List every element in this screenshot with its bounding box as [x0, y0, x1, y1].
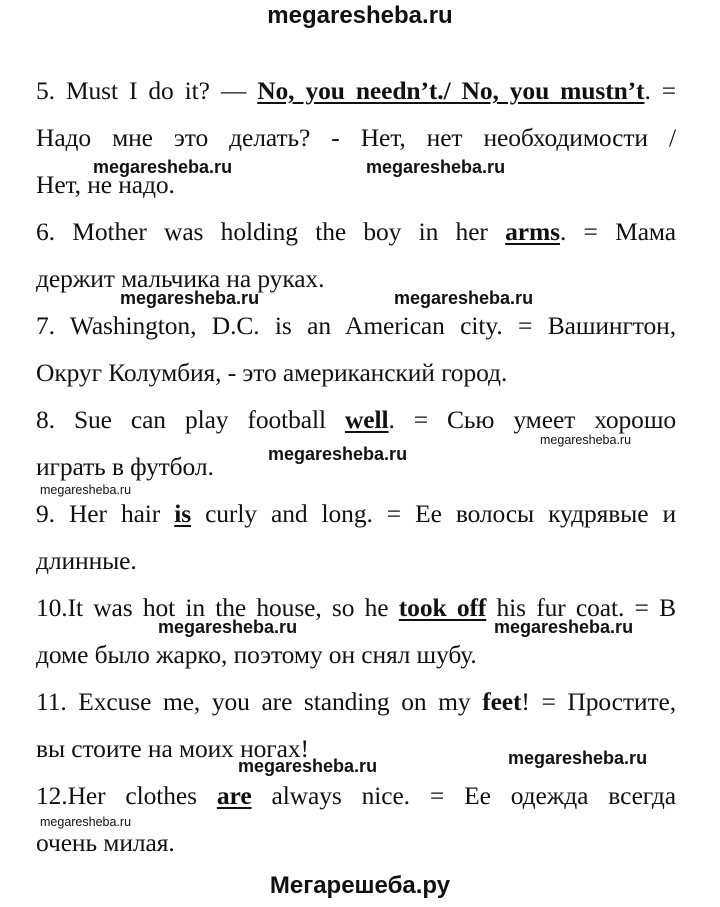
answer-6: arms — [505, 217, 560, 246]
watermark: megaresheba.ru — [238, 756, 378, 776]
watermark: megaresheba.ru — [120, 288, 260, 308]
item-8-line-2: играть в футбол. — [36, 452, 214, 481]
item-9-line-1: 9. Her hair is curly and long. = Ее волосы кудрявые и — [36, 499, 676, 528]
item-12-line-2: очень милая. — [36, 828, 175, 857]
item-7-line-1: 7. Washington, D.C. is an American city. = Вашингтон, — [36, 311, 676, 340]
watermark: megaresheba.ru — [494, 617, 634, 637]
item-7-line-2: Округ Колумбия, - это американский город. — [36, 358, 508, 387]
item-11-line-2: вы стоите на моих ногах! — [36, 734, 309, 763]
answer-8: well — [344, 405, 389, 434]
answer-9: is — [174, 499, 192, 528]
watermark: megaresheba.ru — [366, 157, 506, 177]
item-5-line-3: Нет, не надо. — [36, 170, 175, 199]
answer-12: are — [216, 781, 252, 810]
item-11-line-1: 11. Excuse me, you are standing on my feet! = Простите, — [36, 687, 676, 716]
answer-10: took off — [398, 593, 487, 622]
watermark: megaresheba.ru — [158, 617, 298, 637]
watermark: megaresheba.ru — [394, 288, 534, 308]
site-header: megaresheba.ru — [267, 2, 453, 29]
item-10-line-1: 10.It was hot in the house, so he took off his fur coat. = В — [36, 593, 676, 622]
watermark: megaresheba.ru — [268, 444, 408, 464]
watermark: megaresheba.ru — [93, 157, 233, 177]
watermark: megaresheba.ru — [508, 748, 648, 768]
watermark: megaresheba.ru — [40, 815, 132, 829]
item-6-line-2: держит мальчика на руках. — [36, 264, 325, 293]
item-10-line-2: доме было жарко, поэтому он снял шубу. — [36, 640, 477, 669]
item-8-line-1: 8. Sue can play football well. = Сью умеет хорошо — [36, 405, 677, 434]
item-9-line-2: длинные. — [36, 546, 137, 575]
item-12-line-1: 12.Her clothes are always nice. = Ее одежда всегда — [36, 781, 676, 810]
site-footer: Мегарешеба.ру — [269, 872, 451, 899]
item-5-line-2: Надо мне это делать? - Нет, нет необходимости / — [36, 123, 676, 152]
watermark: megaresheba.ru — [40, 483, 132, 497]
answer-5: No, you needn’t./ No, you mustn’t — [257, 76, 645, 105]
item-5-line-1: 5. Must I do it? — No, you needn’t./ No, you mustn’t. = — [36, 76, 677, 105]
answer-11: feet — [482, 687, 522, 716]
watermark: megaresheba.ru — [540, 433, 632, 447]
item-6-line-1: 6. Mother was holding the boy in her arms. = Мама — [36, 217, 677, 246]
